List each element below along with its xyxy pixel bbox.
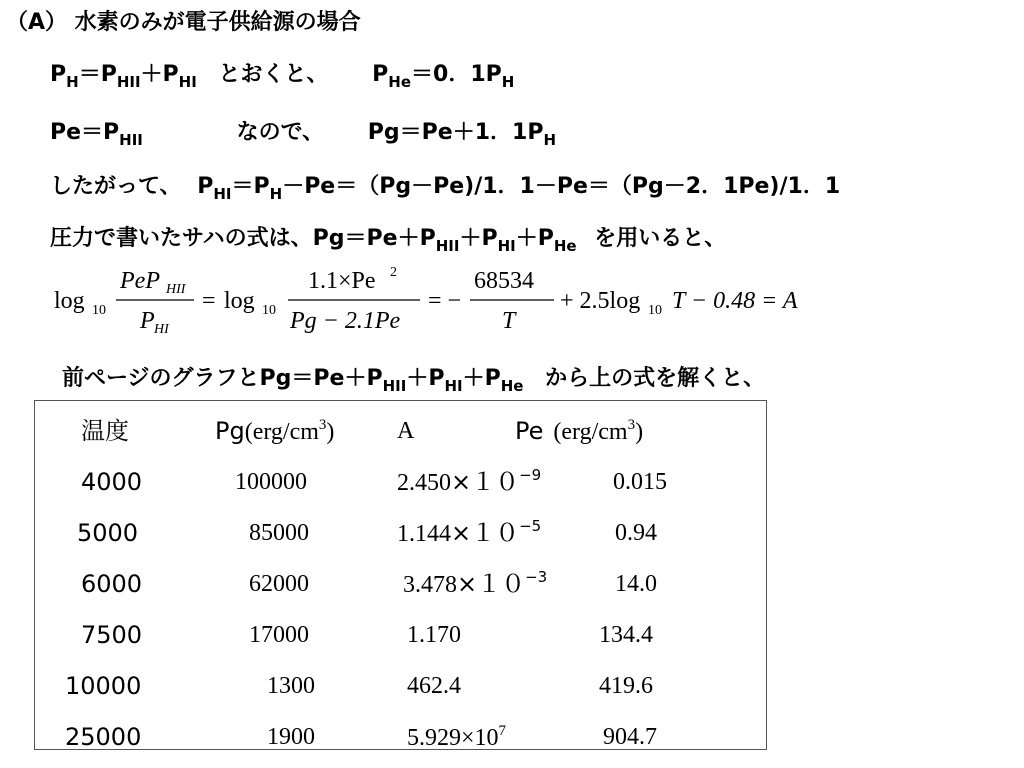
subscript: HI <box>213 185 232 203</box>
text: ＝P <box>78 62 117 87</box>
text: P <box>372 62 389 87</box>
header-pg-unit: (erg/cm <box>244 419 319 445</box>
log-base: 10 <box>92 303 106 318</box>
subscript: H <box>543 131 557 149</box>
cell-a-times-ten: ×１０ <box>451 468 520 496</box>
subscript: He <box>553 237 577 255</box>
cell-a-exponent: 7 <box>498 723 507 739</box>
cell-pg: 1900 <box>267 724 315 750</box>
cell-temperature: 25000 <box>65 723 142 751</box>
subscript: HII <box>116 73 141 91</box>
cell-a-exponent: −9 <box>519 466 542 484</box>
cell-pe: 134.4 <box>599 622 653 648</box>
cell-temperature: 4000 <box>81 468 143 496</box>
cell-temperature: 6000 <box>81 570 143 598</box>
text: 前ページのグラフとPg＝Pe＋P <box>62 366 383 391</box>
cell-temperature: 5000 <box>77 519 139 547</box>
subscript: HII <box>119 131 143 149</box>
header-temperature: 温度 <box>81 417 129 445</box>
cell-pg: 85000 <box>249 520 309 546</box>
subscript: H <box>66 73 79 91</box>
text: P <box>197 174 214 199</box>
cell-temperature: 10000 <box>65 672 142 700</box>
fraction1-numerator-sub: HII <box>166 282 186 297</box>
cell-pe: 0.94 <box>615 520 657 546</box>
cell-pe: 904.7 <box>603 724 657 750</box>
fraction2-denominator: Pg − 2.1Pe <box>290 308 401 334</box>
fraction1-denominator-sub: HI <box>154 322 169 337</box>
log-text-2: log <box>224 288 255 314</box>
cell-pg: 100000 <box>235 469 307 495</box>
text: なので、 <box>236 120 325 145</box>
equation-line-3 <box>50 174 841 203</box>
header-pe-symbol: Pe <box>515 417 544 445</box>
equation-line-1 <box>50 62 515 91</box>
fraction3-numerator: 68534 <box>474 268 534 294</box>
text: －Pe＝（Pg－Pe)/1．1－Pe＝（Pg－2．1Pe)/1．1 <box>282 174 841 199</box>
cell-a-mantissa: 2.450 <box>397 470 451 496</box>
cell-pg: 62000 <box>249 571 309 597</box>
text: ＋P <box>140 62 179 87</box>
subscript: H <box>501 73 515 91</box>
cell-pe: 14.0 <box>615 571 657 597</box>
cell-a <box>407 725 506 750</box>
text: とおくと、 <box>218 62 329 87</box>
text: ＝P <box>231 174 270 199</box>
cell-a-times-ten: ×１０ <box>451 519 520 547</box>
formula-tail: + 2.5log <box>560 288 641 314</box>
log-text: log <box>54 288 85 314</box>
cell-a: 1.170 <box>407 622 461 648</box>
text: P <box>50 62 67 87</box>
equation-line-5 <box>62 366 766 395</box>
results-table <box>34 400 767 750</box>
cell-a-mantissa: 1.144 <box>397 521 451 547</box>
cell-a-exponent: −5 <box>519 517 542 535</box>
text: Pg＝Pe＋1．1P <box>367 120 544 145</box>
equals-sign-1: = <box>202 288 216 314</box>
cell-temperature: 7500 <box>81 621 143 649</box>
text: したがって、 <box>50 174 182 199</box>
subscript: HI <box>178 73 197 91</box>
cell-a-exponent: −3 <box>525 568 548 586</box>
header-pe-unit-close: ) <box>635 419 644 445</box>
header-pg-unit-close: ) <box>326 419 335 445</box>
subscript: He <box>388 73 412 91</box>
fraction2-numerator-sup: 2 <box>390 265 397 280</box>
subscript: HII <box>382 377 407 395</box>
cell-a-times-ten: ×１０ <box>457 570 526 598</box>
log-base-2: 10 <box>262 303 276 318</box>
equation-line-4 <box>50 226 727 255</box>
cell-a <box>403 568 548 598</box>
fraction3-denominator: T <box>502 308 516 334</box>
cell-a: 462.4 <box>407 673 461 699</box>
text: を用いると、 <box>594 226 727 251</box>
subscript: He <box>500 377 524 395</box>
text: Pe＝P <box>50 120 120 145</box>
saha-formula <box>52 262 872 342</box>
section-heading: （A） 水素のみが電子供給源の場合 <box>6 10 361 35</box>
text: ＋P <box>515 226 554 251</box>
formula-tail-T: T − 0.48 = A <box>672 288 798 314</box>
cell-a-times-ten: ×10 <box>461 725 499 751</box>
text: ＝0．1P <box>411 62 502 87</box>
cell-pg: 1300 <box>267 673 315 699</box>
text: ＋P <box>406 366 445 391</box>
cell-a <box>397 517 542 547</box>
subscript: H <box>269 185 283 203</box>
header-pg-symbol: Pg <box>215 417 245 445</box>
text: から上の式を解くと、 <box>545 366 766 391</box>
subscript: HII <box>435 237 460 255</box>
header-pe-unit: (erg/cm <box>553 419 628 445</box>
cell-a-mantissa: 5.929 <box>407 725 461 751</box>
header-pg-unit-exp: 3 <box>318 417 327 433</box>
text: ＋P <box>459 226 498 251</box>
header-pg <box>215 419 334 444</box>
subscript: HI <box>497 237 516 255</box>
subscript: HI <box>444 377 463 395</box>
header-pe <box>515 419 643 444</box>
fraction1-denominator: P <box>140 308 155 334</box>
fraction1-numerator: PeP <box>120 268 160 294</box>
fraction2-numerator: 1.1×Pe <box>308 268 376 294</box>
cell-a <box>397 466 542 496</box>
cell-pe: 0.015 <box>613 469 667 495</box>
cell-pg: 17000 <box>249 622 309 648</box>
header-pe-unit-exp: 3 <box>627 417 636 433</box>
text: 圧力で書いたサハの式は、Pg＝Pe＋P <box>50 226 436 251</box>
cell-pe: 419.6 <box>599 673 653 699</box>
equation-line-2 <box>50 120 557 149</box>
equals-sign-2: = − <box>428 288 462 314</box>
header-a: A <box>397 418 415 444</box>
log-base-3: 10 <box>648 303 662 318</box>
text: ＋P <box>462 366 501 391</box>
cell-a-mantissa: 3.478 <box>403 572 457 598</box>
